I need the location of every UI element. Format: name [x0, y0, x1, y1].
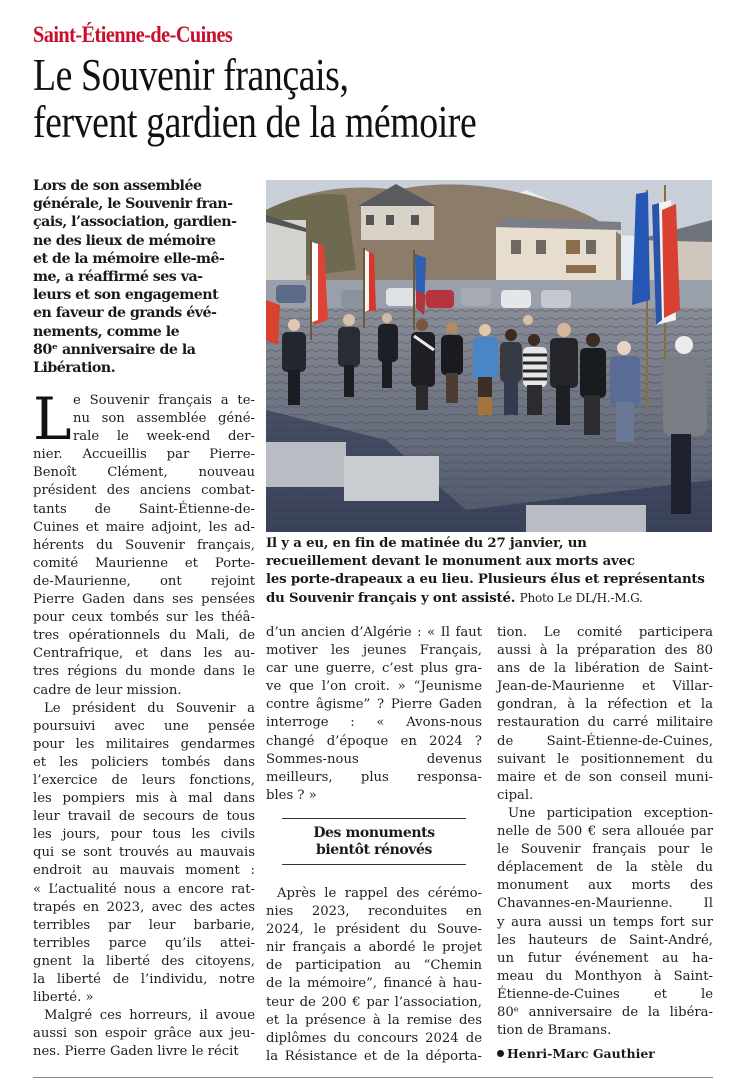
- article-column-3: [497, 624, 713, 1040]
- text-line: Centrafrique, et dans les au-: [33, 646, 255, 662]
- text-line: comité Maurienne et Porte-: [33, 555, 255, 571]
- text-line: aussi son espoir grâce aux jeu-: [33, 1026, 255, 1042]
- caption-line: recueillement devant le monument aux morts avec: [266, 554, 635, 569]
- text-line: car une guerre, c’est plus gra-: [266, 661, 482, 677]
- text-line: pour ceux tombés sur les théâ-: [33, 610, 255, 626]
- text-line: tion de Bramans.: [497, 1023, 612, 1039]
- text-line: Chavannes-en-Maurienne. Il: [497, 896, 713, 912]
- article-column-2: [266, 624, 482, 805]
- caption-line: les porte-drapeaux a eu lieu. Plusieurs élus et représentants: [266, 572, 705, 587]
- text-line: leur travail de secours de tous: [33, 809, 255, 825]
- lead-line: et de la mémoire elle-mê-: [33, 250, 225, 267]
- headline: [33, 52, 476, 146]
- intertitle-line: Des monuments: [313, 825, 435, 841]
- lead-line: nements, comme le: [33, 323, 180, 340]
- drop-cap: L: [33, 385, 72, 453]
- monument-base: [266, 442, 346, 487]
- text-line: et les policiers tombés dans: [33, 754, 255, 770]
- text-line: nelle de 500 € sera allouée par: [497, 824, 713, 840]
- text-line: gondran, à la réfection et la: [497, 697, 713, 713]
- text-line: aussi à la préparation des 80: [497, 643, 713, 659]
- text-line: les jours, pour tous les civils: [33, 827, 255, 843]
- text-line: bles ? »: [266, 787, 317, 803]
- author-name: Henri-Marc Gauthier: [507, 1046, 655, 1061]
- text-line: meilleurs, plus responsa-: [266, 769, 482, 785]
- article-lead: [33, 177, 255, 377]
- lead-line: en faveur de grands évé-: [33, 305, 217, 322]
- caption-text: du Souvenir français y ont assisté.: [266, 591, 516, 606]
- text-line: changé d’époque en 2024 ?: [266, 733, 482, 749]
- text-line: tants de Saint-Étienne-de-: [33, 501, 255, 517]
- byline-bullet-icon: [497, 1050, 504, 1057]
- text-line: Cuines et maire adjoint, les ad-: [33, 519, 255, 535]
- text-line: nu son assemblée géné-: [73, 411, 255, 427]
- lead-line: me, a réaffirmé ses va-: [33, 269, 203, 286]
- headline-line: Le Souvenir français,: [33, 50, 349, 100]
- text-line: contre âgisme” ? Pierre Gaden: [266, 697, 482, 713]
- text-line: de-Maurienne, ont rejoint: [33, 573, 255, 589]
- text-line: de Saint-Étienne-de-Cuines,: [497, 733, 713, 749]
- text-line: « L’actualité nous a encore rat-: [33, 881, 255, 897]
- text-line: et la présence à la remise des: [266, 1012, 482, 1028]
- article-photo: [266, 180, 712, 532]
- text-line: teur de 200 € par l’association,: [266, 994, 482, 1010]
- text-line: qui se sont trouvés au mauvais: [33, 845, 255, 861]
- lead-line: Libération.: [33, 360, 116, 377]
- text-line: le Souvenir français pour le: [497, 842, 713, 858]
- text-line: de la mémoire”, financé à hau-: [266, 976, 482, 992]
- text-line: hérents du Souvenir français,: [33, 537, 255, 553]
- text-line: Après le rappel des cérémo-: [277, 886, 482, 901]
- text-line: diplômes du concours 2024 de: [266, 1030, 482, 1046]
- text-line: tres opérationnels du Mali, de: [33, 628, 255, 644]
- text-line: cadre de leur mission.: [33, 682, 182, 698]
- text-line: liberté. »: [33, 990, 94, 1006]
- byline: [497, 1046, 655, 1061]
- section-kicker: Saint-Étienne-de-Cuines: [33, 22, 233, 47]
- text-line: ve que l’on croit. » “Jeunisme: [266, 679, 482, 695]
- text-line: 2024, le président du Souve-: [266, 922, 482, 938]
- text-line: restauration du carré militaire: [497, 715, 713, 731]
- text-line: Sommes-nous devenus: [266, 751, 482, 767]
- text-line: ans de la libération de Saint-: [497, 661, 713, 677]
- text-line: président des anciens combat-: [33, 483, 255, 499]
- lead-line: Lors de son assemblée: [33, 178, 202, 194]
- bottom-divider: [33, 1077, 713, 1078]
- text-line: de participation au “Chemin: [266, 958, 482, 974]
- text-line: terribles par leur barbarie,: [33, 917, 255, 933]
- caption-line: [266, 589, 716, 608]
- text-line: motiver les jeunes Français,: [266, 643, 482, 659]
- text-line: cipal.: [497, 787, 534, 803]
- text-line: rale le week-end der-: [73, 429, 255, 445]
- text-line: trapés en 2023, avec des actes: [33, 899, 255, 915]
- text-line: l’exercice de leurs fonctions,: [33, 772, 255, 788]
- text-line: Le président du Souvenir a: [44, 700, 255, 716]
- text-line: meau du Monthyon à Saint-: [497, 968, 713, 984]
- text-line: gnent la liberté des citoyens,: [33, 953, 255, 969]
- photo-caption: [266, 535, 716, 608]
- text-line: d’un ancien d’Algérie : « Il faut: [266, 625, 482, 640]
- photo-credit: Photo Le DL/H.-M.G.: [519, 591, 643, 605]
- text-line: endroit au mauvais moment :: [33, 863, 255, 879]
- text-line: poursuivi avec une pensée: [33, 718, 255, 734]
- text-line: pour les militaires gendarmes: [33, 736, 255, 752]
- text-line: nir français a abordé le projet: [266, 940, 482, 956]
- lead-line: leurs et son engagement: [33, 287, 219, 304]
- text-line: déplacement de la stèle du: [497, 860, 713, 876]
- lead-line: 80ᵉ anniversaire de la: [33, 341, 196, 358]
- article-column-2b: [266, 885, 482, 1066]
- headline-line: fervent gardien de la mémoire: [33, 97, 477, 147]
- text-line: y aura aussi un temps fort sur: [497, 914, 713, 930]
- text-line: la Résistance et de la déporta-: [266, 1048, 482, 1064]
- ceremony-photo-image: [266, 180, 712, 532]
- text-line: Benoît Clément, nouveau: [33, 465, 255, 481]
- text-line: Pierre Gaden dans ses pensées: [33, 592, 255, 608]
- text-line: tres régions du monde dans le: [33, 664, 255, 680]
- text-line: un futur événement au ha-: [497, 950, 713, 966]
- text-line: nes. Pierre Gaden livre le récit: [33, 1044, 239, 1060]
- text-line: maire et de son conseil muni-: [497, 769, 713, 785]
- text-line: monument aux morts des: [497, 878, 713, 894]
- text-line: suivant le positionnement du: [497, 751, 713, 767]
- text-line: les pompiers mis à mal dans: [33, 791, 255, 807]
- text-line: terribles parce qu’ils attei-: [33, 935, 255, 951]
- lead-line: ne des lieux de mémoire: [33, 232, 216, 249]
- text-line: Jean-de-Maurienne et Villar-: [497, 679, 713, 695]
- text-line: les hauteurs de Saint-André,: [497, 932, 713, 948]
- text-line: nies 2023, reconduites en: [266, 904, 482, 920]
- text-line: Malgré ces horreurs, il avoue: [44, 1008, 255, 1024]
- text-line: tion. Le comité participera: [497, 625, 713, 640]
- lead-line: çais, l’association, gardien-: [33, 214, 237, 231]
- text-line: 80ᵉ anniversaire de la libéra-: [497, 1004, 713, 1020]
- text-line: la liberté de l’individu, notre: [33, 972, 255, 987]
- caption-line: Il y a eu, en fin de matinée du 27 janvier, un: [266, 536, 587, 551]
- lead-line: générale, le Souvenir fran-: [33, 196, 233, 213]
- text-line: nier. Accueillis par Pierre-: [33, 447, 255, 463]
- text-line: interroge : « Avons-nous: [266, 715, 482, 731]
- intertitle-line: bientôt rénovés: [315, 842, 433, 858]
- text-line: e Souvenir français a te-: [73, 393, 255, 408]
- text-line: Une participation exception-: [508, 805, 713, 821]
- article-column-1: [33, 385, 255, 1061]
- intertitle: [282, 818, 466, 865]
- text-line: Étienne-de-Cuines et le: [497, 986, 713, 1002]
